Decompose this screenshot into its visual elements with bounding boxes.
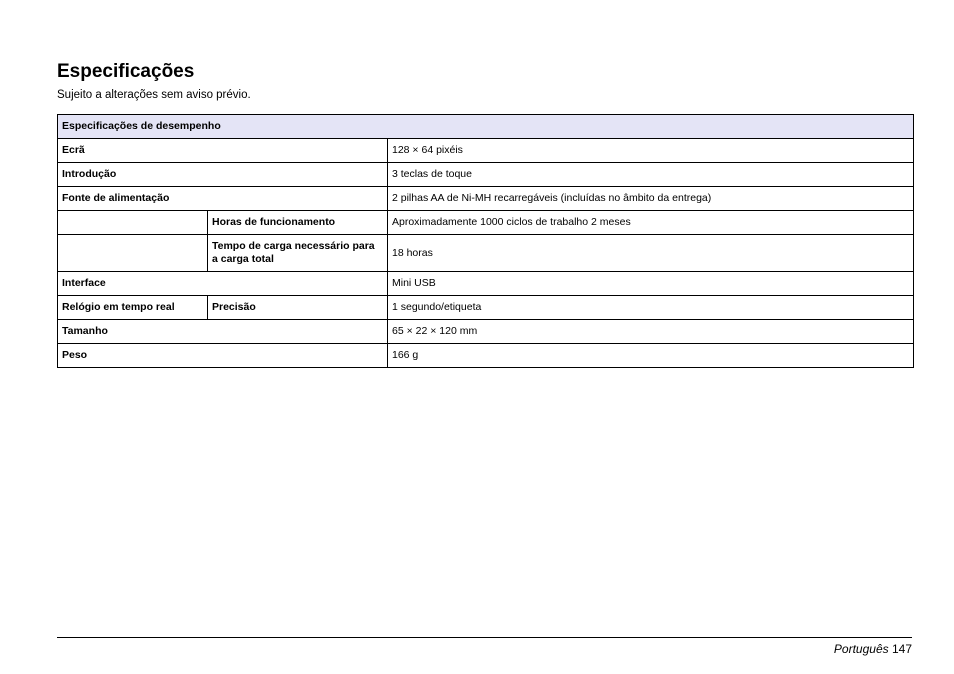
size-value: 65 × 22 × 120 mm [388, 320, 914, 344]
operating-hours-label: Horas de funcionamento [208, 211, 388, 235]
table-row-clock [58, 296, 914, 320]
table-row-weight [58, 344, 914, 368]
footer-language: Português [833, 642, 889, 656]
table-header-row [58, 115, 914, 139]
table-row-input [58, 163, 914, 187]
table-row-size [58, 320, 914, 344]
clock-label: Relógio em tempo real [58, 296, 208, 320]
specifications-table [57, 114, 914, 368]
display-label: Ecrã [58, 139, 388, 163]
table-row-operating-hours [58, 211, 914, 235]
display-value: 128 × 64 pixéis [388, 139, 914, 163]
power-label: Fonte de alimentação [58, 187, 388, 211]
weight-label: Peso [58, 344, 388, 368]
footer-divider [57, 637, 912, 638]
interface-label: Interface [58, 272, 388, 296]
charge-time-label: Tempo de carga necessário para a carga total [208, 235, 388, 272]
weight-value: 166 g [388, 344, 914, 368]
operating-hours-value: Aproximadamente 1000 ciclos de trabalho 2 meses [388, 211, 914, 235]
input-value: 3 teclas de toque [388, 163, 914, 187]
charge-time-value: 18 horas [388, 235, 914, 272]
table-header-cell: Especificações de desempenho [58, 115, 914, 139]
page-subtitle: Sujeito a alterações sem aviso prévio. [57, 89, 251, 101]
table-row-display [58, 139, 914, 163]
charge-time-empty-cell [58, 235, 208, 272]
clock-sublabel: Precisão [208, 296, 388, 320]
operating-hours-empty-cell [58, 211, 208, 235]
table-row-power [58, 187, 914, 211]
size-label: Tamanho [58, 320, 388, 344]
table-row-charge-time [58, 235, 914, 272]
page-footer [834, 642, 912, 656]
power-value: 2 pilhas AA de Ni-MH recarregáveis (incluídas no âmbito da entrega) [388, 187, 914, 211]
table-row-interface [58, 272, 914, 296]
input-label: Introdução [58, 163, 388, 187]
clock-value: 1 segundo/etiqueta [388, 296, 914, 320]
footer-page-number: 147 [891, 642, 912, 656]
page-title: Especificações [57, 61, 195, 82]
interface-value: Mini USB [388, 272, 914, 296]
